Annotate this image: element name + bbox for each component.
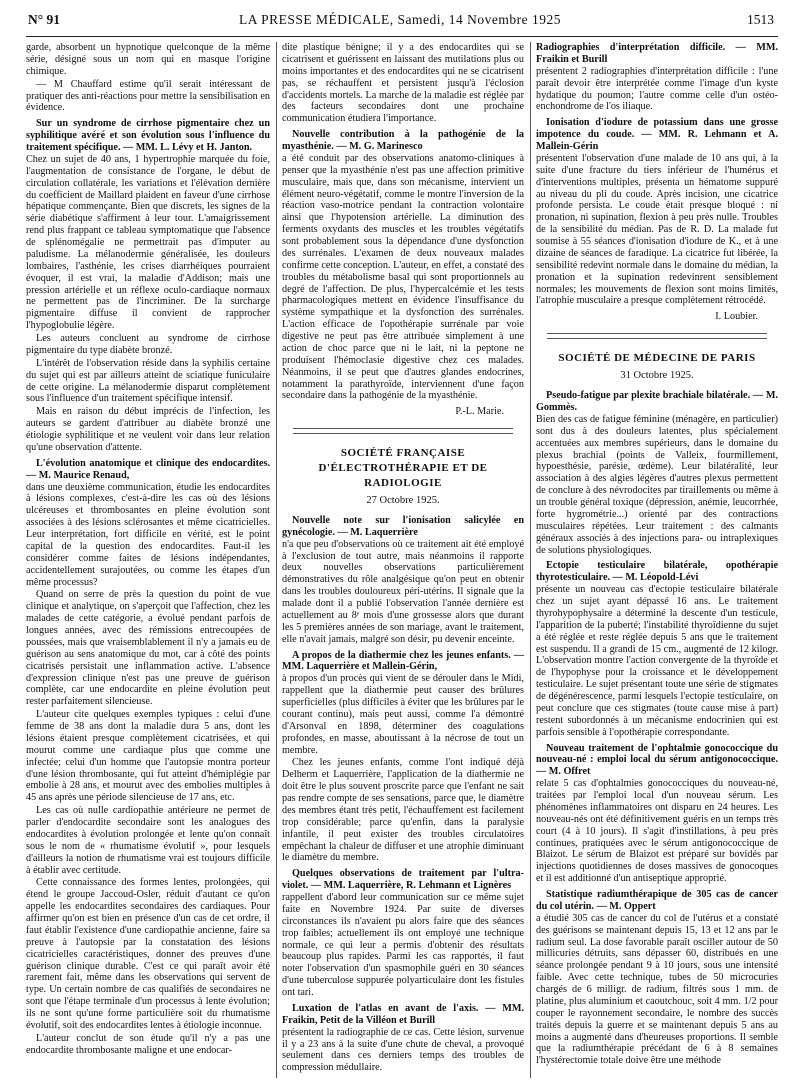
paragraph: L'intérêt de l'observation réside dans la syphilis certaine du sujet qui est par ailleurs atteint de sciatique funiculaire de cette origine. La mélanodermie disparut complètement sous l'influence d'un traitement spécifique intensif. [26, 357, 270, 405]
section-rule [547, 333, 767, 334]
article-heading: Quelques observations de traitement par l'ultra-violet. — MM. Laquerrière, R. Lehmann et Lignères [282, 868, 524, 892]
column-divider [530, 42, 531, 1078]
paragraph: Les cas où nulle cardiopathie antérieure ne permet de parler d'endocardite secondaire sont les analogues des endocardites à évolution prolongée et lente qu'on connaît sous le nom de « rhumatisme évolutif », pour lesquels d'ailleurs la notion de rhumatisme vrai est toujours difficile à établir avec certitude. [26, 805, 270, 876]
signature: P.-L. Marie. [455, 406, 504, 418]
article-body: à propos d'un procès qui vient de se dérouler dans le Midi, rappellent que la diathermie peut causer des brûlures superficielles (plus difficiles à éviter que les brûlures par le courant continu), mais peut aussi, comme l'a démontré d'Arsonval en 1898, déterminer des coagulations profondes, en masse, aboutissant à la nécrose de tout un membre. [282, 673, 524, 756]
article-body: a été conduit par des observations anatomo-cliniques à penser que la myasthénie n'est pas une affection primitive musculaire, mais que, dans son mécanisme, intervient un élément neuro-végétatif, comme le montre l'inversion de la réaction vaso-motrice pendant la contraction volontaire ainsi que l'hypotension artérielle. La diminution des ferments oxydants des muscles et les troubles végétatifs sont probablement sous la dépendance d'une dysfonction des surrénales. L'examen de deux nouveaux malades confirme cette conception. L'auteur, en effet, a constaté des troubles du métabolisme basal qui sont proportionnels au degré de l'affection. De plus, l'hypercalcémie et les tests pharmacologiques mettent en évidence l'insuffisance du système sympathique et la dysfonction des surrénales. L'action efficace de l'opothérapie surrénale par voie digestive ne peut pas être attribuée simplement à une action de choc parce que ni le lait, ni la peptone ne produisent l'hémoclasie digestive chez ces malades. Néanmoins, il se peut que d'autres glandes endocrines, notamment la parathyroïde, interviennent d'une façon secondaire dans la pathogénie de la myasthénie. [282, 152, 524, 402]
session-date: 27 Octobre 1925. [366, 494, 440, 506]
page-header [0, 0, 800, 40]
article-body: n'a que peu d'observations où ce traitement ait été employé à l'exclusion de tout autre, mais néanmoins il rapporte deux nouvelles observations particulièrement démonstratives du rôle analgésique qu'on peut en obtenir dans les troubles douloureux péri-utérins. Il signale que la malade dont il a publié l'observation l'année dernière est actuellement au 8ᵉ mois d'une grossesse alors que durant les 5 premières années de son mariage, avant le traitement, elle n'avait jamais, malgré son désir, pu devenir enceinte. [282, 538, 524, 645]
column-3 [536, 42, 778, 1078]
article-heading: Nouvelle note sur l'ionisation salicylée en gynécologie. — M. Laquerrière [282, 514, 524, 538]
paragraph: L'auteur cite quelques exemples typiques : celui d'une femme de 38 ans dont la maladie dura 5 ans, dont les lésions étaient presque complètement cicatrisées, et qui mourut comme une cardiaque plus que comme une infectée; celui d'un homme que l'autopsie montra porteur d'une lésion thrombosante, qui fut atteint d'hémiplégie par embolie à 28 ans, et mourut avec des embolies multiples à 45 ans après une période silencieuse de 17 ans, etc. [26, 709, 270, 804]
article-body: présentent 2 radiographies d'interprétation difficile : l'une paraît devoir être interprétée comme l'image d'un kyste hydatique du poumon; l'autre comme celle d'un ostéo-enchondrome de l'os iliaque. [536, 65, 778, 113]
section-rule [293, 428, 513, 429]
paragraph: Mais en raison du début imprécis de l'infection, les auteurs se gardent d'attribuer au diabète bronzé une étiologie syphilitique et ne veulent voir dans leur relation qu'une observation d'attente. [26, 406, 270, 453]
paragraph: dite plastique bénigne; il y a des endocardites qui se cicatrisent et guérissent en laissant des mutilations plus ou moins importantes et des endocardites qui ne se cicatrisent pas, se réchauffent et persistent jusqu'à l'éclosion d'accidents mortels. La marche de la maladie est réglée par des facteurs secondaires dont une prochaine communication étudiera l'importance. [282, 42, 524, 125]
column-divider [276, 42, 277, 1078]
article-body: relate 5 cas d'ophtalmies gonococciques du nouveau-né, traitées par l'emploi local d'un nouveau sérum. Les phénomènes inflammatoires ont disparu en 24 heures. Les nouveau-nés ont été définitivement guéris en un temps très court (4 à 10 jours). Il s'agit d'instillations, à peu près continues, pratiquées avec le sérum antigonococcique de Blaizot. Le sérum de Blaizot est préparé sur bovidés par injections quotidiennes de doses massives de gonocoques et il est additionné d'un antiseptique approprié. [536, 778, 778, 885]
paragraph: Les auteurs concluent au syndrome de cirrhose pigmentaire du type diabète bronzé. [26, 333, 270, 356]
article-body: rappellent d'abord leur communication sur ce même sujet faite en Novembre 1924. Par suite de diverses circonstances ils n'avaient pu alors faire que des séances trop faibles; actuellement ils ont employé une technique normale, ce qui leur a permis d'obtenir des résultats beaucoup plus rapides. Parmi les cas rapportés, il faut noter l'observation d'un spasmophile guéri en 30 séances d'une tuberculose suppurée polyarticulaire dont les fistules ont tari. [282, 892, 524, 998]
session-date: 31 Octobre 1925. [620, 369, 694, 381]
article-heading: Nouveau traitement de l'ophtalmie gonococcique du nouveau-né : emploi local du sérum antigonococcique. — M. Offret [536, 742, 778, 778]
paragraph: Cette connaissance des formes lentes, prolongées, qui étend le groupe Jaccoud-Osler, réduit d'autant ce qu'on appelle les endocardites secondaires des cardiaques. Pour affirmer qu'on est bien en présence d'un cas de cet ordre, il faut établir l'existence d'une cardiopathie ancienne, faire sa preuve à l'autopsie par la constatation des lésions cicatricielles caractéristiques, donner des preuves d'une guérison clinique durable. C'est ce qui paraît avoir été rarement fait, même dans les observations qui servent de type. Un certain nombre de cas qualifiés de secondaires ne sont que l'étape terminale d'un processus à lente évolution; ils ne sont qu'une forme particulière soit du rhumatisme évolutif, soit des endocardites lentes à étiologie inconnue. [26, 877, 270, 1031]
page-number: 1513 [747, 12, 774, 27]
article-heading: L'évolution anatomique et clinique des endocardites. — M. Maurice Renaud, [26, 457, 270, 481]
article-body: dans une deuxième communication, étudie les endocardites à lésions complexes, c'est-à-dire les cas où des lésions ulcéreuses et thrombosantes en pleine évolution sont associées à des lésions sclérosantes et même cicatricielles. Leur interprétation, fort difficile en vérité, est le point capital de la question des endocardites. Faut-il les considérer comme faites de lésions indépendantes, accidentellement surajoutées, ou comme les étapes d'un même processus? [26, 481, 270, 588]
paragraph: Chez les jeunes enfants, comme l'ont indiqué déjà Delherm et Laquerrière, l'application de la diathermie ne doit être le plus souvent proscrite parce que l'enfant ne sait pas rendre compte de ses sensations, parce que, le diamètre des membres étant très petit, l'échauffement est facilement trop considérable; parce qu'enfin, dans la paralysie infantile, il peut exister des troubles circulatoires empêchant la chaleur de diffuser et une atrophie diminuant le diamètre du membre. [282, 757, 524, 864]
section-rule [547, 338, 767, 339]
article-heading: Luxation de l'atlas en avant de l'axis. — MM. Fraikin, Petit de la Villéon et Burill [282, 1002, 524, 1026]
paragraph: Quand on serre de près la question du point de vue clinique et analytique, on s'aperçoit que l'affection, chez les malades de cette catégorie, a évolué pendant parfois de longues années, avec des rémissions entrecoupées de poussées, mais que vraisemblablement il n'y a jamais eu de guérison au sens anatomique du mot, car à côté des points cicatrisés persistait une inflammation active. L'absence d'expression clinique n'est pas une preuve de guérison complète, car une endocardite en pleine évolution peut rester parfaitement silencieuse. [26, 589, 270, 708]
society-heading: SOCIÉTÉ FRANÇAISE D'ÉLECTROTHÉRAPIE ET DE RADIOLOGIE [318, 447, 488, 489]
article-heading: Ionisation d'iodure de potassium dans une grosse impotence du coude. — MM. R. Lehmann et A. Mallein-Gérin [536, 117, 778, 152]
header-rule [26, 36, 778, 37]
article-heading: Ectopie testiculaire bilatérale, opothérapie thyrotesticulaire. — M. Léopold-Lévi [536, 560, 778, 584]
paragraph: garde, absorbent un hypnotique quelconque de la même série, désigné sous un nom qui en masque l'origine chimique. [26, 42, 270, 77]
society-heading: SOCIÉTÉ DE MÉDECINE DE PARIS [558, 352, 756, 365]
paragraph: L'auteur conclut de son étude qu'il n'y a pas une endocardite thrombosante maligne et une endocar- [26, 1032, 270, 1056]
section-rule [293, 433, 513, 434]
article-body: a étudié 305 cas de cancer du col de l'utérus et a constaté des guérisons se maintenant depuis 15, 13 et 12 ans par le radium seul. La dose favorable paraît osciller autour de 50 millicuries détruits, sans dépasser 60, distribués en une séance prolongée pendant 9 à 10 jours, sous une intensité faible. Avec cette technique, tubes de 50 microcuries chargés de 6 milligr. de radium, filtrés sous 1 mm. de platine, plus aluminium et caoutchouc, soit 4 mm. 1/2 pour couper le rayonnement secondaire, le nombre des succès traités depuis la guerre et se maintenant depuis 5 ans au moins a augmenté dans d'heureuses proportions. Il semble que la radiumthérapie précédant de 6 à 8 semaines l'hystérectomie totale doive être une méthode [536, 912, 778, 1067]
article-heading: A propos de la diathermie chez les jeunes enfants. — MM. Laquerrière et Mallein-Gérin, [282, 649, 524, 673]
article-body: Chez un sujet de 40 ans, 1 hypertrophie marquée du foie, l'augmentation de consistance de l'organe, le début de circulation collatérale, les variations et l'élévation dernière du coefficient de Maillard plaident en faveur d'une cirrhose hépatique commençante. Bien que discrets, les signes de la série diabétique s'affirment à leur tour. L'amaigrissement rend plus frappant ce tableau symptomatique que l'absence de splénomégalie ne permettrait pas d'imputer au paludisme. La mélanodermie généralisée, les douleurs lombaires, l'asthénie, les crises diarrhéiques pourraient évoquer, il est vrai, la maladie d'Addison; mais une pression artérielle et un réflexe oculo-cardiaque normaux ne permettent pas de l'incriminer. De la surcharge pigmentaire diffuse il convient de rapprocher l'hypoglobulie légère. [26, 153, 270, 332]
article-heading: Sur un syndrome de cirrhose pigmentaire chez un syphilitique avéré et son évolution sous l'influence du traitement spécifique. — MM. L. Lévy et H. Janton. [26, 118, 270, 153]
column-1 [26, 42, 270, 1078]
signature: I. Loubier. [715, 311, 758, 323]
article-heading: Nouvelle contribution à la pathogénie de la myasthénie. — M. G. Marinesco [282, 129, 524, 152]
article-body: présentent l'observation d'une malade de 10 ans qui, à la suite d'une fracture du tiers inférieur de l'humérus et d'interventions multiples, présenta un hématome suppuré au niveau du pli du coude. Après incision, une cicatrice profonde persista. Le coude était presque bloqué : ni pronation, ni supination, flexion à peu près nulle. Troubles de la sensibilité du médian. Pas de R. D. La malade fut soumise à 55 séances d'ionisation d'iodure de K., et à une dizaine de séances de faradique. La cicatrice fut libérée, la sensibilité redevint normale dans le domaine du médian, la pronation et la supination redevinrent sensiblement normales; les mouvements de flexion sont moins limités, l'atrophie musculaire a presque complètement rétrocédé. [536, 152, 778, 307]
article-body: présente un nouveau cas d'ectopie testiculaire bilatérale chez un sujet ayant dépassé 16 ans. Le traitement thyrohypophysaire a déterminé la descente d'un testicule, l'apparition de la puberté; l'instabilité thyroïdienne du sujet a été réglée et reste réglée depuis 5 ans que le traitement est suspendu. Il a grandi de 15 cm., augmenté de 12 kilogr. L'observation montre l'action convergente de la thyroïde et de l'hypophyse pour la croissance et le développement testiculaire. Le sujet présentant toute une série de stigmates de dégénérescence, parmi lesquels l'ectopie testiculaire, on peut conclure que ces stigmates (toute cause mise à part) restent subordonnés à un mécanisme endocrinien qui est parfois sensible à l'opothérapie correspondante. [536, 584, 778, 738]
article-heading: Pseudo-fatigue par plexite brachiale bilatérale. — M. Gommès. [536, 390, 778, 414]
paragraph: — M Chauffard estime qu'il serait intéressant de pratiquer des anti-réactions pour mettre la sensibilisation en évidence. [26, 78, 270, 114]
issue-number: N° 91 [28, 12, 61, 27]
article-body: présentent la radiographie de ce cas. Cette lésion, survenue il y a 23 ans à la suite d'une chute de cheval, a provoqué seulement dans ces derniers temps des troubles de compression médullaire. [282, 1026, 524, 1074]
column-2 [282, 42, 524, 1078]
article-heading: Statistique radiumthérapique de 305 cas de cancer du col utérin. — M. Oppert [536, 889, 778, 912]
article-body: Bien des cas de fatigue féminine (ménagère, en particulier) sont dus à des douleurs latentes, plus spécialement accentuées aux membres supérieurs, dans le domaine du plexus brachial (points de Valleix, fourmillement, hypoesthésie, parésie, œdème). Leur bilatéralité, leur association à des algies légères d'autres plexus permettent de conclure à des névrodocites par tiraillements ou même à un trouble général toxique (dépression, anémie, leucorrhée, forte hygrométrie...) orienté par des contractions musculaires répétées. Leur traitement : des calmants généraux associés à des injections para- ou intraplexiques de solutions physiologiques. [536, 413, 778, 556]
article-heading: Radiographies d'interprétation difficile. — MM. Fraikin et Burill [536, 42, 778, 65]
article-columns [26, 42, 778, 1078]
journal-title: LA PRESSE MÉDICALE, Samedi, 14 Novembre 1925 [239, 12, 561, 27]
